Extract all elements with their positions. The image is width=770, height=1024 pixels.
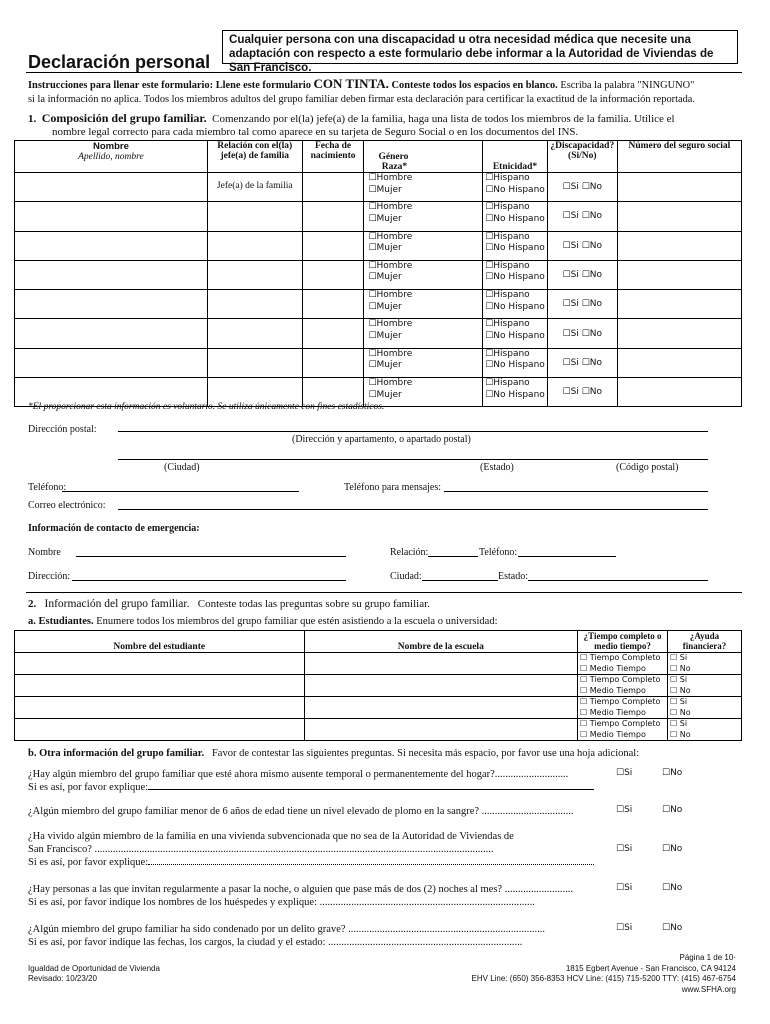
member-disability-cell: [547, 290, 617, 319]
gender-female-checkbox[interactable]: ☐Mujer: [368, 213, 402, 224]
emergency-city-label: Ciudad:: [390, 571, 422, 582]
member-ssn-cell[interactable]: [617, 202, 741, 231]
student-time-cell: [578, 697, 668, 719]
subsidized-no-checkbox[interactable]: ☐No: [662, 844, 683, 854]
member-ssn-cell[interactable]: [617, 319, 741, 348]
member-ethnicity-cell: [483, 202, 548, 231]
member-ssn-cell[interactable]: [617, 173, 741, 202]
member-dob-cell[interactable]: [302, 260, 364, 289]
student-name-cell[interactable]: [15, 675, 305, 697]
emergency-relation-label: Relación:: [390, 547, 429, 558]
member-name-cell[interactable]: [15, 231, 208, 260]
ethnicity-non-hispanic-checkbox[interactable]: ☐No Hispano: [485, 301, 545, 312]
col-dob: Fecha de nacimiento: [302, 141, 364, 173]
gender-male-checkbox[interactable]: ☐Hombre: [368, 260, 413, 271]
household-member-row: [15, 231, 742, 260]
col-name: Nombre Apellido, nombre: [15, 141, 208, 173]
emergency-state-input[interactable]: [528, 580, 708, 581]
ethnicity-non-hispanic-checkbox[interactable]: ☐No Hispano: [485, 213, 545, 224]
felony-no-checkbox[interactable]: ☐No: [662, 923, 683, 933]
footer-right: [472, 953, 736, 995]
city-label: (Ciudad): [164, 462, 200, 473]
section1-footnote: *El proporcionar esta información es voluntario. Se utiliza únicamente con fines estadísticos.: [28, 402, 385, 412]
member-gender-cell: [364, 202, 483, 231]
school-name-cell[interactable]: [304, 675, 578, 697]
student-time-cell: [578, 719, 668, 741]
emergency-address-input[interactable]: [72, 580, 346, 581]
state-label: (Estado): [480, 462, 514, 473]
students-text: Enumere todos los miembros del grupo familiar que estén asistiendo a la escuela o universidad:: [96, 616, 498, 627]
gender-female-checkbox[interactable]: ☐Mujer: [368, 243, 402, 254]
section1-heading: Composición del grupo familiar.: [41, 111, 207, 125]
instructions-part2: Conteste todos los espacios en blanco.: [391, 80, 558, 91]
aid-yes-checkbox[interactable]: ☐ Si: [670, 697, 688, 706]
gender-male-checkbox[interactable]: ☐Hombre: [368, 173, 413, 183]
gender-female-checkbox[interactable]: ☐Mujer: [368, 330, 402, 341]
mailing-address-input[interactable]: [118, 431, 708, 432]
guests-yes-checkbox[interactable]: ☐Si: [616, 883, 633, 893]
student-name-cell[interactable]: [15, 719, 305, 741]
member-disability-cell: [547, 260, 617, 289]
section2-heading: Información del grupo familiar.: [44, 598, 190, 610]
question-felony-text: ¿Algún miembro del grupo familiar ha sido condenado por un delito grave? ...........................................................................: [28, 924, 546, 935]
half-time-checkbox[interactable]: ☐ Medio Tiempo: [580, 663, 646, 673]
students-table: [14, 630, 742, 741]
member-gender-cell: [364, 348, 483, 377]
section1-text1: Comenzando por el(la) jefe(a) de la familia, haga una lista de todos los miembros de la familia. Utilice el: [212, 113, 675, 125]
gender-female-checkbox[interactable]: ☐Mujer: [368, 389, 402, 400]
footer-address: 1815 Egbert Avenue - San Francisco, CA 94124: [565, 963, 736, 973]
question-felony-explain: Si es así, por favor indique las fechas, los cargos, la ciudad y el estado: ..........................................................................: [28, 937, 523, 948]
disability-yes-no-checkbox[interactable]: ☐Si ☐No: [562, 357, 602, 368]
member-name-cell[interactable]: [15, 173, 208, 202]
section1-text2: nombre legal correcto para cada miembro tal como aparece en su tarjeta de Seguro Social o en los documentos del INS.: [52, 126, 579, 138]
gender-male-checkbox[interactable]: ☐Hombre: [368, 348, 413, 359]
gender-male-checkbox[interactable]: ☐Hombre: [368, 378, 413, 389]
question-subsidized: [28, 830, 628, 869]
member-name-cell[interactable]: [15, 319, 208, 348]
felony-yes-checkbox[interactable]: ☐Si: [616, 923, 633, 933]
emergency-heading: Información de contacto de emergencia:: [28, 523, 200, 534]
emergency-address-label: Dirección:: [28, 571, 71, 582]
member-ssn-cell[interactable]: [617, 260, 741, 289]
accessibility-notice: Cualquier persona con una discapacidad u otra necesidad médica que necesite una adaptación con respecto a este formulario debe informar a la Autoridad de Viviendas de San Francisco.: [222, 30, 738, 64]
member-gender-cell: [364, 173, 483, 202]
student-row: [15, 653, 742, 675]
col-disability: ¿Discapacidad? (Si/No): [547, 141, 617, 173]
member-relation-cell[interactable]: [207, 202, 302, 231]
member-ethnicity-cell: [483, 173, 548, 202]
section2-number: 2.: [28, 598, 37, 610]
member-ssn-cell[interactable]: [617, 290, 741, 319]
ethnicity-hispanic-checkbox[interactable]: ☐Hispano: [485, 173, 530, 183]
col-ssn: Número del seguro social: [617, 141, 741, 173]
page-title: Declaración personal: [28, 52, 211, 72]
full-time-checkbox[interactable]: ☐ Tiempo Completo: [580, 697, 661, 706]
msg-phone-label: Teléfono para mensajes:: [344, 482, 442, 493]
question-guests: [28, 883, 628, 909]
half-time-checkbox[interactable]: ☐ Medio Tiempo: [580, 685, 646, 695]
member-dob-cell[interactable]: [302, 319, 364, 348]
member-disability-cell: [547, 378, 617, 407]
member-ethnicity-cell: [483, 290, 548, 319]
member-ssn-cell[interactable]: [617, 348, 741, 377]
student-time-cell: [578, 653, 668, 675]
aid-yes-checkbox[interactable]: ☐ Si: [670, 675, 688, 684]
member-disability-cell: [547, 348, 617, 377]
other-info-text: Favor de contestar las siguientes preguntas. Si necesita más espacio, por favor use una hoja adicional:: [211, 748, 640, 759]
col-school: Nombre de la escuela: [304, 631, 578, 653]
question-subsidized-explain-input[interactable]: [148, 864, 594, 865]
emergency-name-input[interactable]: [76, 556, 346, 557]
member-ethnicity-cell: [483, 348, 548, 377]
col-race: Raza*: [381, 162, 408, 172]
question-absent-explain: Si es así, por favor explique:: [28, 782, 149, 793]
student-row: [15, 697, 742, 719]
member-relation-cell[interactable]: [207, 260, 302, 289]
ethnicity-non-hispanic-checkbox[interactable]: ☐No Hispano: [485, 389, 545, 400]
msg-phone-input[interactable]: [444, 491, 708, 492]
disability-yes-no-checkbox[interactable]: ☐Si ☐No: [562, 270, 602, 281]
students-label: a. Estudiantes.: [28, 616, 94, 627]
question-absent-text: ¿Hay algún miembro del grupo familiar que esté ahora mismo ausente temporal o permanentemente del hogar?............................: [28, 769, 569, 780]
question-guests-text: ¿Hay personas a las que invitan regularmente a pasar la noche, o alguien que pase más de dos (2) noches al mes? ..........................: [28, 884, 573, 895]
question-lead: ¿Algún miembro del grupo familiar menor de 6 años de edad tiene un nivel elevado de plomo en la sangre? ...................................: [28, 806, 574, 817]
household-table: [14, 140, 742, 407]
member-relation-cell[interactable]: [207, 348, 302, 377]
footer-revised: Revisado: 10/23/20: [28, 974, 97, 983]
section1-number: 1.: [28, 113, 37, 125]
disability-yes-no-checkbox[interactable]: ☐Si ☐No: [562, 240, 602, 251]
ethnicity-hispanic-checkbox[interactable]: ☐Hispano: [485, 319, 530, 330]
disability-yes-no-checkbox[interactable]: ☐Si ☐No: [562, 328, 602, 339]
member-ssn-cell[interactable]: [617, 378, 741, 407]
student-aid-cell: [668, 719, 742, 741]
school-name-cell[interactable]: [304, 719, 578, 741]
member-disability-cell: [547, 202, 617, 231]
household-member-row: [15, 319, 742, 348]
city-state-zip-input[interactable]: [118, 459, 708, 460]
ethnicity-non-hispanic-checkbox[interactable]: ☐No Hispano: [485, 330, 545, 341]
member-gender-cell: [364, 231, 483, 260]
member-relation-cell[interactable]: [207, 319, 302, 348]
aid-yes-checkbox[interactable]: ☐ Si: [670, 653, 688, 662]
section2-intro: [28, 598, 430, 610]
question-guests-explain: Si es así, por favor indique los nombres de los huéspedes y explique: ..................................................................................: [28, 897, 535, 908]
household-member-row: [15, 290, 742, 319]
member-dob-cell[interactable]: [302, 202, 364, 231]
absent-yes-checkbox[interactable]: ☐Si: [616, 768, 633, 778]
col-ethnicity: Etnicidad*: [483, 141, 548, 173]
member-ethnicity-cell: [483, 378, 548, 407]
gender-male-checkbox[interactable]: ☐Hombre: [368, 231, 413, 242]
question-subsidized-text2: San Francisco? ........................................................................................................................................................: [28, 844, 494, 855]
disability-yes-no-checkbox[interactable]: ☐Si ☐No: [562, 387, 602, 398]
member-disability-cell: [547, 231, 617, 260]
header-divider: [26, 72, 742, 73]
absent-no-checkbox[interactable]: ☐No: [662, 768, 683, 778]
col-student: Nombre del estudiante: [15, 631, 305, 653]
mailing-label: Dirección postal:: [28, 424, 97, 435]
full-time-checkbox[interactable]: ☐ Tiempo Completo: [580, 653, 661, 662]
instructions-line2: si la información no aplica. Todos los miembros adultos del grupo familiar deben firmar esta declaración para certificar la exactitud de la información reportada.: [28, 94, 695, 105]
student-name-cell[interactable]: [15, 653, 305, 675]
footer-page: Página 1 de 10·: [679, 953, 736, 962]
member-name-cell[interactable]: [15, 260, 208, 289]
section-divider: [26, 592, 742, 593]
footer-website[interactable]: www.SFHA.org: [681, 984, 736, 994]
question-subsidized-explain: Si es así, por favor explique:: [28, 857, 149, 868]
subsidized-yes-checkbox[interactable]: ☐Si: [616, 844, 633, 854]
member-ethnicity-cell: [483, 260, 548, 289]
phone-label: Teléfono:: [28, 482, 67, 493]
question-absent: [28, 768, 628, 794]
ethnicity-hispanic-checkbox[interactable]: ☐Hispano: [485, 290, 530, 301]
ethnicity-hispanic-checkbox[interactable]: ☐Hispano: [485, 260, 530, 271]
section1-intro: [28, 112, 748, 139]
aid-no-checkbox[interactable]: ☐ No: [670, 707, 691, 717]
col-relation: Relación con el(la) jefe(a) de familia: [207, 141, 302, 173]
half-time-checkbox[interactable]: ☐ Medio Tiempo: [580, 707, 646, 717]
footer-equal-housing: Igualdad de Oportunidad de Vivienda: [28, 964, 160, 973]
gender-female-checkbox[interactable]: ☐Mujer: [368, 301, 402, 312]
student-aid-cell: [668, 697, 742, 719]
head-relation: Jefe(a) de la familia: [216, 181, 293, 191]
member-relation-cell[interactable]: [207, 231, 302, 260]
household-header-row: [15, 141, 742, 173]
member-gender-cell: [364, 319, 483, 348]
instructions: [28, 77, 744, 107]
guests-no-checkbox[interactable]: ☐No: [662, 883, 683, 893]
mailing-sub-label: (Dirección y apartamento, o apartado postal): [292, 434, 471, 445]
other-info-intro: [28, 748, 639, 759]
member-disability-cell: [547, 319, 617, 348]
instructions-part1: Llene este formulario: [215, 80, 311, 91]
gender-male-checkbox[interactable]: ☐Hombre: [368, 290, 413, 301]
student-aid-cell: [668, 675, 742, 697]
other-info-label: b. Otra información del grupo familiar.: [28, 748, 205, 759]
gender-female-checkbox[interactable]: ☐Mujer: [368, 360, 402, 371]
member-dob-cell[interactable]: [302, 290, 364, 319]
household-member-row: [15, 260, 742, 289]
phone-input[interactable]: [62, 491, 299, 492]
household-member-row: [15, 173, 742, 202]
instructions-ink: CON TINTA.: [313, 76, 389, 91]
zip-label: (Código postal): [616, 462, 679, 473]
member-ethnicity-cell: [483, 319, 548, 348]
aid-yes-checkbox[interactable]: ☐ Si: [670, 719, 688, 728]
emergency-relation-input[interactable]: [428, 556, 478, 557]
col-aid: ¿Ayuda financiera?: [668, 631, 742, 653]
student-aid-cell: [668, 653, 742, 675]
member-ethnicity-cell: [483, 231, 548, 260]
member-dob-cell[interactable]: [302, 348, 364, 377]
ethnicity-non-hispanic-checkbox[interactable]: ☐No Hispano: [485, 243, 545, 254]
member-dob-cell[interactable]: [302, 173, 364, 202]
ethnicity-hispanic-checkbox[interactable]: ☐Hispano: [485, 348, 530, 359]
col-gender-race: [364, 141, 483, 173]
instructions-part3: Escriba la palabra "NINGUNO": [560, 80, 695, 91]
student-name-cell[interactable]: [15, 697, 305, 719]
instructions-label: Instrucciones para llenar este formulario:: [28, 80, 214, 91]
emergency-phone-input[interactable]: [518, 556, 616, 557]
emergency-name-label: Nombre: [28, 547, 61, 558]
aid-no-checkbox[interactable]: ☐ No: [670, 729, 691, 739]
section2-text: Conteste todas las preguntas sobre su grupo familiar.: [197, 598, 430, 610]
disability-yes-no-checkbox[interactable]: ☐Si ☐No: [562, 211, 602, 222]
aid-no-checkbox[interactable]: ☐ No: [670, 663, 691, 673]
emergency-state-label: Estado:: [498, 571, 528, 582]
ethnicity-hispanic-checkbox[interactable]: ☐Hispano: [485, 202, 530, 213]
students-intro: [28, 616, 498, 627]
col-time: ¿Tiempo completo o medio tiempo?: [578, 631, 668, 653]
full-time-checkbox[interactable]: ☐ Tiempo Completo: [580, 675, 661, 684]
footer-phone-lines: EHV Line: (650) 356-8353 HCV Line: (415) 715-5200 TTY: (415) 467-6754: [471, 974, 736, 983]
full-time-checkbox[interactable]: ☐ Tiempo Completo: [580, 719, 661, 728]
gender-male-checkbox[interactable]: ☐Hombre: [368, 202, 413, 213]
member-name-cell[interactable]: [15, 348, 208, 377]
lead-yes-checkbox[interactable]: ☐Si: [616, 805, 633, 815]
member-name-cell[interactable]: [15, 290, 208, 319]
member-relation-cell[interactable]: [207, 290, 302, 319]
ethnicity-non-hispanic-checkbox[interactable]: ☐No Hispano: [485, 272, 545, 283]
emergency-city-input[interactable]: [422, 580, 498, 581]
question-absent-explain-input[interactable]: [148, 789, 594, 790]
half-time-checkbox[interactable]: ☐ Medio Tiempo: [580, 729, 646, 739]
disability-yes-no-checkbox[interactable]: ☐Si ☐No: [562, 182, 602, 193]
footer-left: [28, 964, 160, 984]
student-row: [15, 719, 742, 741]
lead-no-checkbox[interactable]: ☐No: [662, 805, 683, 815]
household-member-row: [15, 202, 742, 231]
student-time-cell: [578, 675, 668, 697]
member-gender-cell: [364, 260, 483, 289]
gender-female-checkbox[interactable]: ☐Mujer: [368, 184, 402, 195]
email-input[interactable]: [118, 509, 708, 510]
emergency-phone-label: Teléfono:: [479, 547, 518, 558]
member-gender-cell: [364, 290, 483, 319]
member-ssn-cell[interactable]: [617, 231, 741, 260]
school-name-cell[interactable]: [304, 697, 578, 719]
member-name-cell[interactable]: [15, 202, 208, 231]
gender-female-checkbox[interactable]: ☐Mujer: [368, 272, 402, 283]
col-gender: Género: [378, 152, 409, 162]
question-subsidized-text: ¿Ha vivido algún miembro de la familia en una vivienda subvencionada que no sea de la Autoridad de Viviendas de: [28, 831, 514, 842]
member-dob-cell[interactable]: [302, 231, 364, 260]
ethnicity-hispanic-checkbox[interactable]: ☐Hispano: [485, 231, 530, 242]
member-disability-cell: [547, 173, 617, 202]
ethnicity-hispanic-checkbox[interactable]: ☐Hispano: [485, 378, 530, 389]
ethnicity-non-hispanic-checkbox[interactable]: ☐No Hispano: [485, 360, 545, 371]
disability-yes-no-checkbox[interactable]: ☐Si ☐No: [562, 299, 602, 310]
student-row: [15, 675, 742, 697]
aid-no-checkbox[interactable]: ☐ No: [670, 685, 691, 695]
school-name-cell[interactable]: [304, 653, 578, 675]
question-felony: [28, 923, 628, 949]
ethnicity-non-hispanic-checkbox[interactable]: ☐No Hispano: [485, 184, 545, 195]
household-member-row: [15, 348, 742, 377]
member-relation-cell[interactable]: [207, 173, 302, 202]
email-label: Correo electrónico:: [28, 500, 106, 511]
gender-male-checkbox[interactable]: ☐Hombre: [368, 319, 413, 330]
